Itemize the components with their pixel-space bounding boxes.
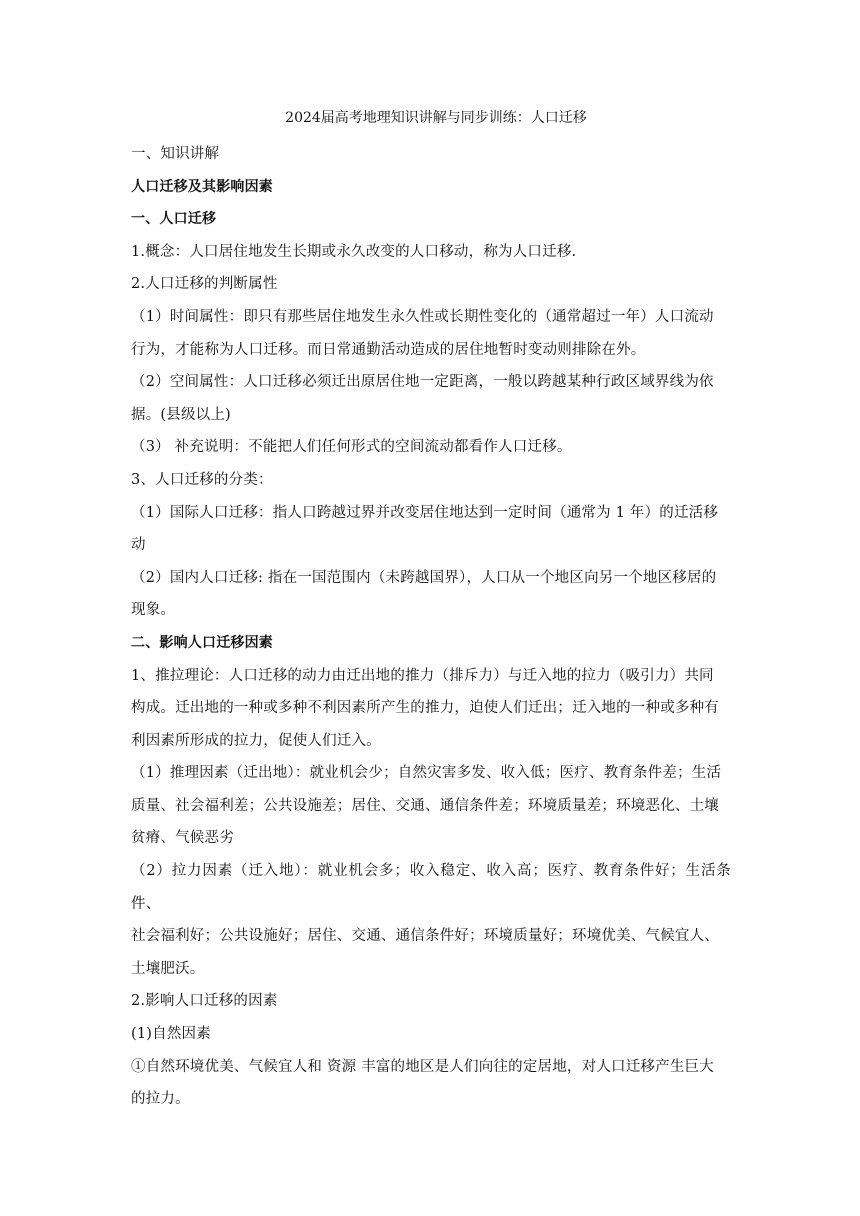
push-factors-paragraph — [131, 757, 731, 855]
section-heading-knowledge: 一、知识讲解 — [131, 146, 220, 162]
text-line: 的拉力。 — [131, 1091, 190, 1108]
topic-heading: 人口迁移及其影响因素 — [131, 178, 273, 195]
concept-paragraph: 1.概念：人口居住地发生长期或永久改变的人口移动，称为人口迁移. — [131, 243, 577, 260]
international-migration-paragraph — [131, 497, 731, 562]
text-line: （2）拉力因素（迁入地）：就业机会多；收入稳定、收入高；医疗、教育条件好；生活条件、 — [131, 863, 731, 912]
text-line: （1）推理因素（迁出地）：就业机会少；自然灾害多发、收入低；医疗、教育条件差；生活 — [131, 765, 722, 782]
text-line: 土壤肥沃。 — [131, 960, 205, 977]
part1-heading: 一、人口迁移 — [131, 211, 217, 228]
document-title: 2024届高考地理知识讲解与同步训练：人口迁移 — [285, 110, 587, 126]
time-attribute-paragraph — [131, 301, 731, 366]
natural-factors-heading: (1)自然因素 — [131, 1026, 211, 1043]
judge-heading: 2.人口迁移的判断属性 — [131, 276, 278, 293]
text-line: 1、推拉理论：人口迁移的动力由迁出地的推力（排斥力）与迁入地的拉力（吸引力）共同 — [131, 667, 714, 684]
domestic-migration-paragraph — [131, 562, 731, 627]
text-line: 现象。 — [131, 602, 176, 619]
text-line: 动 — [131, 537, 146, 554]
text-line: （1）国际人口迁移：指人口跨越过界并改变居住地达到一定时间（通常为 1 年）的迁活移 — [131, 504, 719, 521]
text-line: 贫瘠、气候恶劣 — [131, 830, 234, 847]
text-line: 社会福利好；公共设施好；居住、交通、通信条件好；环境质量好；环境优美、气候宜人、 — [131, 928, 719, 945]
factors-heading: 2.影响人口迁移的因素 — [131, 993, 278, 1010]
text-line: 行为，才能称为人口迁移。而日常通勤活动造成的居住地暂时变动则排除在外。 — [131, 341, 646, 358]
text-line: 利因素所形成的拉力，促使人们迁入。 — [131, 732, 381, 749]
text-line: 据。(县级以上) — [131, 406, 231, 423]
push-pull-theory-paragraph — [131, 660, 731, 758]
pull-factors-paragraph — [131, 855, 731, 985]
classification-heading: 3、人口迁移的分类： — [131, 471, 273, 488]
text-line: （2）国内人口迁移: 指在一国范围内（未跨越国界），人口从一个地区向另一个地区移居的 — [131, 569, 717, 586]
natural-factor-1-paragraph — [131, 1051, 731, 1116]
document-body — [131, 108, 731, 1116]
text-line: 构成。迁出地的一种或多种不利因素所产生的推力，迫使人们迁出；迁入地的一种或多种有 — [131, 700, 719, 717]
space-attribute-paragraph — [131, 366, 731, 431]
text-line: （2）空间属性：人口迁移必须迁出原居住地一定距离，一般以跨越某种行政区域界线为依 — [131, 374, 714, 391]
text-line: （1）时间属性：即只有那些居住地发生永久性或长期性变化的（通常超过一年）人口流动 — [131, 308, 714, 325]
text-line: 质量、社会福利差；公共设施差；居住、交通、通信条件差；环境质量差；环境恶化、土壤 — [131, 797, 719, 814]
text-line: ①自然环境优美、气候宜人和 资源 丰富的地区是人们向往的定居地，对人口迁移产生巨大 — [131, 1058, 714, 1075]
supplement-paragraph: （3） 补充说明：不能把人们任何形式的空间流动都看作人口迁移。 — [131, 439, 572, 456]
part2-heading: 二、影响人口迁移因素 — [131, 634, 273, 651]
